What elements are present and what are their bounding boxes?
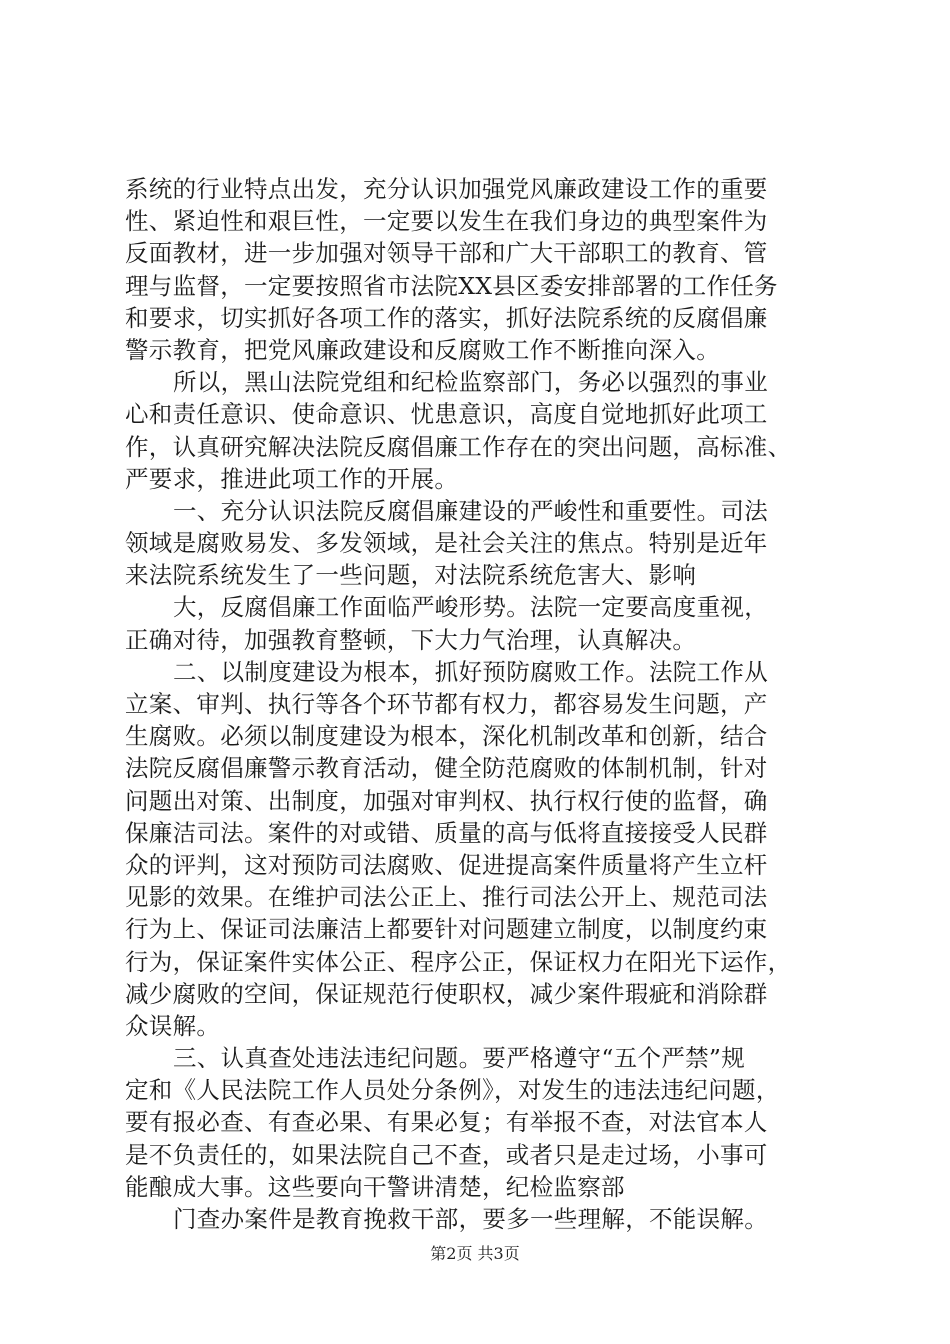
text-line: 生腐败。必须以制度建设为根本，深化机制改革和创新，结合 <box>125 722 768 751</box>
text-line: 法院反腐倡廉警示教育活动，健全防范腐败的体制机制，针对 <box>125 754 768 783</box>
text-line: 三、认真查处违法违纪问题。要严格遵守“五个严禁”规 <box>173 1044 746 1073</box>
text-line: 一、充分认识法院反腐倡廉建设的严峻性和重要性。司法 <box>173 496 768 525</box>
text-line: 警示教育，把党风廉政建设和反腐败工作不断推向深入。 <box>125 335 720 364</box>
text-line: 行为上、保证司法廉洁上都要针对问题建立制度，以制度约束 <box>125 915 768 944</box>
text-line: 见影的效果。在维护司法公正上、推行司法公开上、规范司法 <box>125 883 768 912</box>
text-line: 心和责任意识、使命意识、忧患意识，高度自觉地抓好此项工 <box>125 400 768 429</box>
text-line: 保廉洁司法。案件的对或错、质量的高与低将直接接受人民群 <box>125 818 768 847</box>
text-line: 问题出对策、出制度，加强对审判权、执行权行使的监督，确 <box>125 786 768 815</box>
text-line: 严要求，推进此项工作的开展。 <box>125 464 459 493</box>
page-footer: 第2页 共3页 <box>430 1244 520 1263</box>
text-line: 来法院系统发生了一些问题，对法院系统危害大、影响 <box>125 561 697 590</box>
text-line: 定和《人民法院工作人员处分条例》，对发生的违法违纪问题， <box>125 1076 780 1105</box>
text-line: 作，认真研究解决法院反腐倡廉工作存在的突出问题，高标准、 <box>125 432 792 461</box>
text-line: 二、以制度建设为根本，抓好预防腐败工作。法院工作从 <box>173 657 768 686</box>
text-line: 领域是腐败易发、多发领域，是社会关注的焦点。特别是近年 <box>125 529 768 558</box>
text-line: 性、紧迫性和艰巨性，一定要以发生在我们身边的典型案件为 <box>125 207 768 236</box>
text-line: 大，反腐倡廉工作面临严峻形势。法院一定要高度重视， <box>173 593 768 622</box>
text-line: 减少腐败的空间，保证规范行使职权，减少案件瑕疵和消除群 <box>125 979 768 1008</box>
text-line: 所以，黑山法院党组和纪检监察部门，务必以强烈的事业 <box>173 368 768 397</box>
text-line: 正确对待，加强教育整顿，下大力气治理，认真解决。 <box>125 625 697 654</box>
text-line: 是不负责任的，如果法院自己不查，或者只是走过场，小事可 <box>125 1140 768 1169</box>
document-body <box>125 173 835 1235</box>
text-line: 立案、审判、执行等各个环节都有权力，都容易发生问题，产 <box>125 690 768 718</box>
text-line: 系统的行业特点出发，充分认识加强党风廉政建设工作的重要 <box>125 175 768 203</box>
text-line: 能酿成大事。这些要向干警讲清楚，纪检监察部 <box>125 1172 625 1201</box>
text-line: 理与监督，一定要按照省市法院XX县区委安排部署的工作任务 <box>125 271 778 300</box>
text-line: 门查办案件是教育挽救干部，要多一些理解，不能误解。 <box>173 1205 768 1233</box>
text-line: 要有报必查、有查必果、有果必复；有举报不查，对法官本人 <box>125 1108 768 1137</box>
text-line: 众的评判，这对预防司法腐败、促进提高案件质量将产生立杆 <box>125 850 768 879</box>
text-line: 和要求，切实抓好各项工作的落实，抓好法院系统的反腐倡廉 <box>125 303 768 332</box>
text-line: 反面教材，进一步加强对领导干部和广大干部职工的教育、管 <box>125 239 768 268</box>
text-line: 众误解。 <box>125 1011 221 1040</box>
text-line: 行为，保证案件实体公正、程序公正，保证权力在阳光下运作， <box>125 947 792 976</box>
